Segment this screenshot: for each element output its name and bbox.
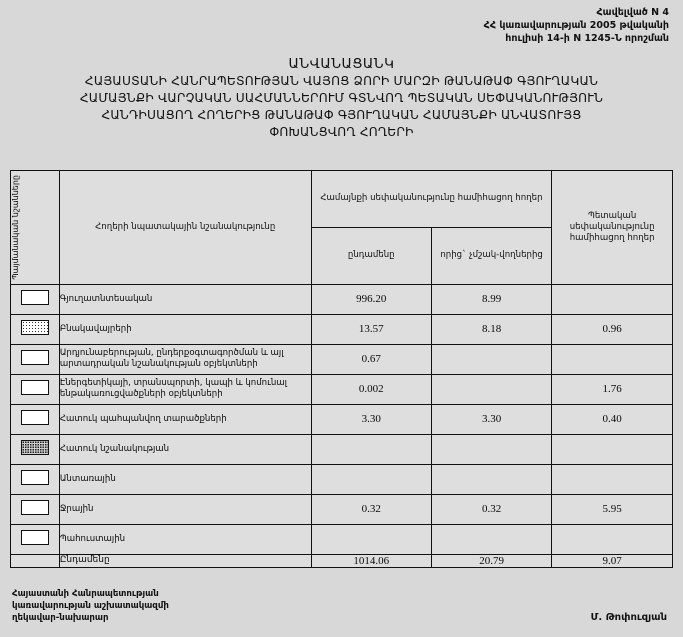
row-swatch-cell: [11, 464, 60, 494]
row-total: 13.57: [311, 314, 431, 344]
row-land-type: Անտառային: [59, 464, 311, 494]
row-total: [311, 434, 431, 464]
header-land-type: Հողերի նպատակային նշանակությունը: [59, 171, 311, 285]
signatory-name: Մ. Թոփուզյան: [590, 612, 667, 623]
row-of-which: 8.18: [431, 314, 551, 344]
row-swatch-cell: [11, 404, 60, 434]
row-state: 0.40: [552, 404, 673, 434]
row-total: 996.20: [311, 284, 431, 314]
annex-line-1: Հավելված N 4: [596, 7, 669, 18]
row-swatch-cell: [11, 494, 60, 524]
table-row: [11, 494, 673, 524]
total-state: 9.07: [552, 554, 673, 567]
legend-swatch-icon: [21, 500, 49, 515]
row-swatch-cell: [11, 434, 60, 464]
header-of-which: որից` չմշակ-վողներից: [431, 227, 551, 284]
table-row: [11, 314, 673, 344]
header-subtotal: ընդամենը: [311, 227, 431, 284]
row-of-which: 0.32: [431, 494, 551, 524]
header-state: Պետական սեփականությունը համիհացող հողեր: [552, 171, 673, 285]
header-marking-label: Պայմանական նշանները: [11, 175, 20, 280]
row-total: [311, 524, 431, 554]
row-swatch-cell: [11, 344, 60, 374]
annex-reference: [484, 6, 669, 45]
table-row: [11, 524, 673, 554]
total-value: 1014.06: [311, 554, 431, 567]
row-land-type: Էներգետիկայի, տրանսպորտի, կապի և կոմունալ ենթակառուցվածքների օբյեկտների: [59, 374, 311, 404]
row-total: 0.002: [311, 374, 431, 404]
legend-swatch-icon: [21, 410, 49, 425]
legend-swatch-icon: [21, 530, 49, 545]
row-state: [552, 284, 673, 314]
row-land-type: Հատուկ պահպանվող տարածքների: [59, 404, 311, 434]
annex-line-2: ՀՀ կառավարության 2005 թվականի: [483, 20, 669, 31]
legend-swatch-icon: [21, 320, 49, 335]
table-row: [11, 374, 673, 404]
row-swatch-cell: [11, 524, 60, 554]
row-state: [552, 344, 673, 374]
table-body: [11, 284, 673, 567]
row-state: [552, 434, 673, 464]
row-land-type: Հատուկ նշանակության: [59, 434, 311, 464]
row-of-which: [431, 464, 551, 494]
document-title-block: [0, 56, 683, 141]
annex-line-3: հուլիսի 14-ի N 1245-Ն որոշման: [505, 33, 669, 44]
row-total: 3.30: [311, 404, 431, 434]
row-swatch-cell: [11, 374, 60, 404]
subtitle-line-3: ՀԱՆԴԻՍԱՑՈՂ ՀՈՂԵՐԻՑ ԹԱՆԱԹԱՓ ԳՅՈՒՂԱԿԱՆ ՀԱՄԱՅՆՔԻ ԱՆՎԱՏՈՒՅՑ: [101, 108, 582, 122]
legend-swatch-icon: [21, 350, 49, 365]
subtitle-line-2: ՀԱՄԱՅՆՔԻ ՎԱՐՉԱԿԱՆ ՍԱՀՄԱՆՆԵՐՈՒՄ ԳՏՆՎՈՂ ՊԵՏԱԿԱՆ ՍԵՓԱԿԱՆՈՒԹՅՈՒՆ: [79, 91, 604, 105]
row-land-type: Բնակավայրերի: [59, 314, 311, 344]
subtitle-line-1: ՀԱՅԱՍՏԱՆԻ ՀԱՆՐԱՊԵՏՈՒԹՅԱՆ ՎԱՅՈՑ ՁՈՐԻ ՄԱՐԶԻ ԹԱՆԱԹԱՓ ԳՅՈՒՂԱԿԱՆ: [84, 74, 599, 88]
header-marking: [11, 171, 60, 285]
row-land-type: Ջրային: [59, 494, 311, 524]
total-label: Ընդամենը: [59, 554, 311, 567]
row-state: 0.96: [552, 314, 673, 344]
row-total: [311, 464, 431, 494]
legend-swatch-icon: [21, 380, 49, 395]
row-of-which: [431, 344, 551, 374]
table-row: [11, 464, 673, 494]
row-of-which: [431, 524, 551, 554]
total-of-which: 20.79: [431, 554, 551, 567]
legend-swatch-icon: [21, 290, 49, 305]
row-state: [552, 464, 673, 494]
table-row: [11, 284, 673, 314]
table-row: [11, 344, 673, 374]
signature-line-1: Հայաստանի Հանրապետության: [12, 589, 159, 599]
row-of-which: [431, 374, 551, 404]
row-of-which: 3.30: [431, 404, 551, 434]
table-row: [11, 404, 673, 434]
row-total: 0.32: [311, 494, 431, 524]
row-of-which: 8.99: [431, 284, 551, 314]
row-land-type: Արդյունաբերության, ընդերքօգտագործման և այլ արտադրական նշանակության օբյեկտների: [59, 344, 311, 374]
table-total-row: [11, 554, 673, 567]
table-header-row-1: [11, 171, 673, 228]
table-row: [11, 434, 673, 464]
subtitle-line-4: ՓՈԽԱՆՑՎՈՂ ՀՈՂԵՐԻ: [269, 125, 414, 139]
page-title: ԱՆՎԱՆԱՑԱՆԿ: [288, 56, 395, 72]
legend-swatch-icon: [21, 470, 49, 485]
row-swatch-cell: [11, 314, 60, 344]
row-swatch-cell: [11, 284, 60, 314]
row-state: 1.76: [552, 374, 673, 404]
signature-line-2: կառավարության աշխատակազմի: [12, 601, 169, 611]
signature-line-3: ղեկավար-նախարար: [12, 613, 109, 623]
legend-swatch-icon: [21, 440, 49, 455]
row-state: 5.95: [552, 494, 673, 524]
row-of-which: [431, 434, 551, 464]
header-group-community: Համայնքի սեփականությունը համիհացող հողեր: [311, 171, 552, 228]
row-state: [552, 524, 673, 554]
row-total: 0.67: [311, 344, 431, 374]
signature-block-left: [12, 588, 169, 624]
row-land-type: Պահուստային: [59, 524, 311, 554]
total-swatch-cell: [11, 554, 60, 567]
row-land-type: Գյուղատնտեսական: [59, 284, 311, 314]
land-balance-table: [10, 170, 673, 568]
